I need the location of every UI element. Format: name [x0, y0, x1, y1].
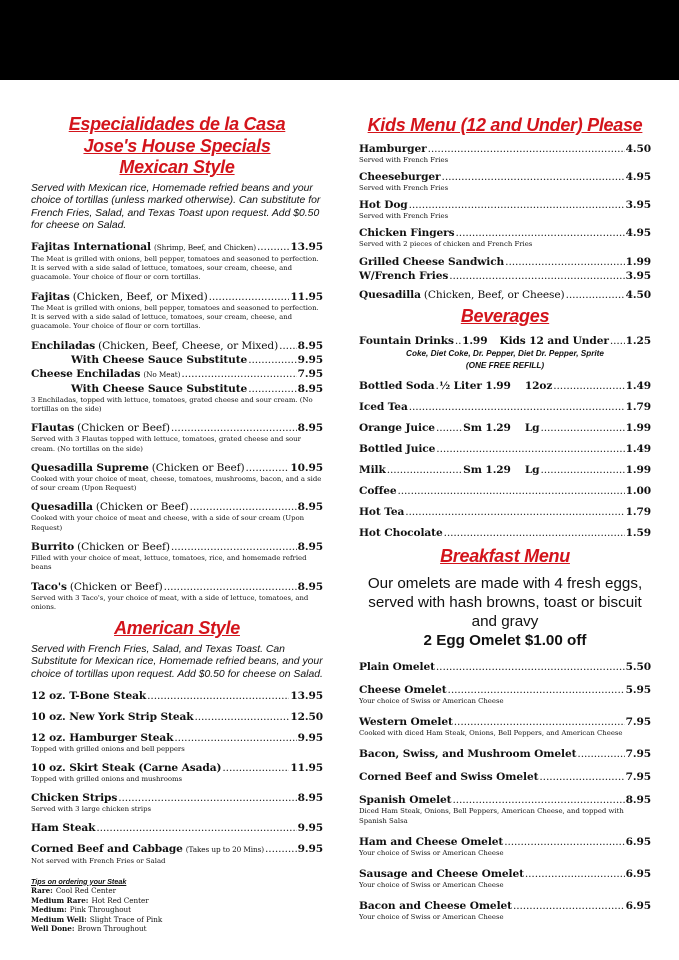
menu-item — [31, 580, 323, 613]
item-price: 9.95 — [297, 731, 323, 744]
menu-item-row — [359, 198, 651, 212]
item-price: 6.95 — [625, 835, 651, 848]
menu-item-row — [359, 835, 651, 849]
section-title-especialidades: Especialidades de la Casa — [68, 114, 286, 134]
item-name: Chicken Fingers — [359, 227, 455, 240]
menu-item-row — [31, 540, 323, 554]
item-price: 13.95 — [290, 240, 323, 253]
dot-leader — [444, 526, 625, 540]
item-name: Milk — [359, 464, 386, 477]
menu-item — [31, 461, 323, 494]
item-price: 9.95 — [297, 822, 323, 835]
menu-item-row — [359, 747, 651, 761]
menu-item-row — [359, 269, 651, 283]
item-price: 10.95 — [290, 461, 323, 474]
item-description: Served with 2 pieces of chicken and French Fries — [359, 240, 533, 249]
item-price: 4.50 — [625, 288, 651, 301]
item-note: (Chicken or Beef) — [69, 580, 163, 593]
item-description: Cooked with diced Ham Steak, Onions, Bell Peppers, and American Cheese — [359, 728, 623, 737]
dot-leader — [448, 683, 625, 697]
steak-tip — [31, 915, 323, 925]
item-name: Bacon, Swiss, and Mushroom Omelet — [359, 748, 577, 761]
beverage-size-b — [525, 379, 651, 393]
tip-label: Medium: — [31, 905, 67, 915]
item-price: 1.99 — [625, 464, 651, 477]
dot-leader — [553, 379, 624, 393]
item-price: 13.95 — [290, 689, 323, 702]
dot-leader — [279, 339, 296, 353]
item-price: 1.99 — [625, 255, 651, 268]
dot-leader — [387, 463, 462, 477]
menu-item — [359, 867, 651, 890]
item-name: 12 oz. T-Bone Steak — [31, 689, 147, 702]
dot-leader — [449, 269, 624, 283]
item-price: 8.95 — [297, 339, 323, 352]
section-title-mexican-style: Mexican Style — [119, 157, 235, 177]
menu-item-row — [359, 226, 651, 240]
item-name: Hot Chocolate — [359, 527, 443, 540]
beverage-size-a — [359, 421, 511, 435]
dot-leader — [566, 288, 625, 302]
dot-leader — [171, 421, 297, 435]
item-name: Cheese Enchiladas — [31, 367, 141, 380]
item-price: 9.95 — [297, 353, 323, 366]
steak-tips-heading: Tips on ordering your Steak — [31, 876, 127, 886]
menu-item-row — [359, 142, 651, 156]
item-name: Bottled Soda — [359, 380, 435, 393]
steak-tip — [31, 896, 323, 906]
menu-item-row — [359, 255, 651, 269]
tip-label: Rare: — [31, 886, 53, 896]
item-name: Sausage and Cheese Omelet — [359, 868, 524, 881]
menu-item-beverage — [359, 526, 651, 540]
omelet-description: Our omelets are made with 4 fresh eggs, served with hash browns, toast or biscuit and gravy — [367, 574, 643, 630]
dot-leader — [436, 442, 624, 456]
menu-item — [31, 791, 323, 814]
item-name: W/French Fries — [359, 269, 449, 282]
menu-item-row — [31, 710, 323, 724]
tip-text: Pink Throughout — [69, 905, 132, 915]
item-description: Filled with your choice of meat, lettuce, tomatoes, rice, and homemade refried beans — [31, 554, 307, 572]
item-price: ½ Liter 1.99 — [439, 380, 511, 393]
item-description: Diced Ham Steak, Onions, Bell Peppers, American Cheese, and topped with Spanish Salsa — [359, 807, 624, 825]
steak-tip — [31, 886, 323, 896]
item-price: 8.95 — [297, 580, 323, 593]
menu-item — [359, 269, 651, 283]
item-name: Enchiladas — [31, 339, 96, 352]
item-price: 3.95 — [625, 269, 651, 282]
dot-leader — [513, 899, 625, 913]
item-description: Served with 3 Taco's, your choice of meat, with a side of lettuce, tomatoes, and onions. — [31, 593, 309, 611]
item-name: Spanish Omelet — [359, 794, 452, 807]
item-price: 1.99 — [462, 335, 488, 348]
item-price: 1.79 — [625, 401, 651, 414]
dot-leader — [118, 791, 296, 805]
item-price: 12.50 — [290, 710, 323, 723]
item-price: 1.00 — [625, 485, 651, 498]
menu-item-beverage — [359, 442, 651, 456]
item-price: 8.95 — [297, 422, 323, 435]
menu-item — [31, 710, 323, 724]
menu-item — [359, 170, 651, 193]
menu-item-beverage — [359, 505, 651, 519]
menu-item-row — [359, 715, 651, 729]
menu-item-row — [359, 683, 651, 697]
menu-item-row — [359, 867, 651, 881]
dot-leader — [539, 770, 624, 784]
item-description: 3 Enchiladas, topped with lettuce, tomatoes, grated cheese and sour cream. (No tortillas on the side) — [31, 395, 313, 413]
menu-item-row — [359, 793, 651, 807]
steak-tips-list — [31, 886, 323, 934]
dot-leader — [452, 793, 624, 807]
dot-leader — [442, 170, 625, 184]
item-description: Cooked with your choice of meat and cheese, with a side of sour cream (Upon Request) — [31, 514, 305, 532]
item-description: Topped with grilled onions and bell peppers — [31, 744, 185, 753]
item-name: Kids 12 and Under — [499, 335, 609, 348]
item-name: 10 oz. New York Strip Steak — [31, 710, 194, 723]
menu-item — [359, 793, 651, 826]
dot-leader — [405, 505, 624, 519]
item-price: 4.95 — [625, 227, 651, 240]
item-name: Fountain Drinks — [359, 335, 454, 348]
item-price: 8.95 — [297, 792, 323, 805]
item-price: 4.50 — [625, 142, 651, 155]
menu-item-row — [31, 353, 323, 367]
menu-item — [31, 240, 323, 283]
mexican-menu-list — [31, 240, 323, 612]
item-name: Ham and Cheese Omelet — [359, 835, 504, 848]
item-note: (Chicken or Beef) — [77, 422, 170, 435]
item-name: Hot Dog — [359, 199, 408, 212]
item-name: With Cheese Sauce Substitute — [71, 382, 248, 395]
section-title-kids-menu: Kids Menu (12 and Under) Please — [367, 115, 643, 135]
item-price: 1.79 — [625, 506, 651, 519]
item-price: 4.95 — [625, 170, 651, 183]
dot-leader — [577, 747, 624, 761]
menu-item-row — [31, 842, 323, 857]
item-description: Your choice of Swiss or American Cheese — [359, 913, 504, 922]
two-egg-deal: 2 Egg Omelet $1.00 off — [423, 631, 587, 649]
item-description: The Meat is grilled with onions, bell pepper, tomatoes and seasoned to perfection. It is served with a side salad of lettuce, tomatoes, sour cream, cheese, and guacamole. Your choice of flour or corn tortillas. — [31, 254, 319, 282]
menu-item — [31, 339, 323, 353]
tip-text: Cool Red Center — [55, 886, 117, 896]
dot-leader — [181, 367, 296, 381]
item-price: 7.95 — [625, 771, 651, 784]
item-name: Chicken Strips — [31, 792, 118, 805]
item-price: 11.95 — [290, 761, 323, 774]
menu-item-row — [31, 290, 323, 304]
menu-item — [359, 198, 651, 221]
menu-item-beverage — [359, 421, 651, 435]
menu-item — [31, 842, 323, 866]
item-price: 5.50 — [625, 660, 651, 673]
menu-item-row — [31, 689, 323, 703]
item-name: Corned Beef and Swiss Omelet — [359, 771, 539, 784]
tip-text: Slight Trace of Pink — [89, 914, 163, 924]
dot-leader — [246, 461, 290, 475]
item-note: (Takes up to 20 Mins) — [185, 845, 265, 855]
right-column — [359, 115, 651, 923]
item-description: Served with French Fries — [359, 212, 449, 221]
section-title-breakfast: Breakfast Menu — [440, 546, 570, 567]
menu-item-row — [31, 240, 323, 255]
menu-item — [359, 142, 651, 165]
item-price: 7.95 — [625, 715, 651, 728]
item-note: (No Meat) — [143, 369, 181, 379]
item-price: 3.95 — [625, 199, 651, 212]
dot-leader — [505, 255, 624, 269]
item-name: Orange Juice — [359, 422, 435, 435]
item-price: 1.49 — [625, 443, 651, 456]
tip-text: Brown Throughout — [77, 924, 147, 934]
item-description: Cooked with your choice of meat, cheese, tomatoes, mushrooms, bacon, and a side of sour cream (Upon Request) — [31, 474, 322, 493]
item-name: Cheese Omelet — [359, 683, 447, 696]
item-name: Grilled Cheese Sandwich — [359, 255, 505, 268]
item-name: 10 oz. Skirt Steak (Carne Asada) — [31, 761, 222, 774]
item-name: Iced Tea — [359, 401, 408, 414]
item-price: 7.95 — [625, 748, 651, 761]
item-name: Bottled Juice — [359, 443, 436, 456]
steak-tips — [31, 877, 323, 934]
item-price: 8.95 — [625, 794, 651, 807]
menu-item — [31, 540, 323, 573]
american-menu-list — [31, 689, 323, 867]
item-name: Burrito — [31, 541, 75, 554]
menu-item-row — [31, 821, 323, 835]
item-description: Your choice of Swiss or American Cheese — [359, 696, 504, 705]
item-price: 8.95 — [297, 382, 323, 395]
item-description: The Meat is grilled with onions, bell pepper, tomatoes and seasoned to perfection. It is served with a side salad of lettuce, tomatoes, sour cream, cheese, and guacamole. Your choice of flour or corn tortillas. — [31, 303, 319, 331]
dot-leader — [428, 142, 625, 156]
menu-item-row — [31, 461, 323, 475]
menu-item — [31, 821, 323, 835]
menu-item-row — [359, 170, 651, 184]
item-price: 7.95 — [297, 367, 323, 380]
item-price: 1.49 — [625, 380, 651, 393]
menu-item — [359, 683, 651, 706]
item-name: Fajitas — [31, 290, 70, 303]
item-note: (Chicken or Beef) — [151, 461, 245, 474]
menu-item — [359, 226, 651, 249]
menu-item — [31, 689, 323, 703]
dot-leader — [436, 421, 462, 435]
item-name: Taco's — [31, 580, 67, 593]
dot-leader — [455, 334, 461, 348]
dot-leader — [257, 240, 289, 254]
dot-leader — [409, 400, 625, 414]
dot-leader — [164, 580, 297, 594]
item-name: Quesadilla — [359, 288, 421, 301]
item-price: Sm 1.29 — [463, 422, 511, 435]
dot-leader — [222, 761, 289, 775]
menu-item-fountain-drinks — [359, 334, 651, 348]
menu-item-row — [359, 288, 651, 302]
menu-item — [31, 367, 323, 382]
menu-item — [31, 500, 323, 533]
menu-item — [359, 835, 651, 858]
item-price: Sm 1.29 — [463, 464, 511, 477]
item-description: Your choice of Swiss or American Cheese — [359, 881, 504, 890]
fountain-flavors: Coke, Diet Coke, Dr. Pepper, Diet Dr. Pepper, Sprite — [406, 349, 604, 359]
item-note: (Chicken or Beef) — [77, 541, 170, 554]
dot-leader — [171, 540, 297, 554]
item-note: (Chicken or Beef) — [95, 501, 189, 514]
dot-leader — [209, 290, 290, 304]
tip-text: Hot Red Center — [91, 895, 149, 905]
left-column — [31, 114, 323, 934]
item-name: Fajitas International — [31, 240, 151, 253]
dot-leader — [525, 867, 625, 881]
menu-item-row — [31, 382, 323, 396]
menu-item — [31, 761, 323, 784]
menu-item-row — [31, 580, 323, 594]
item-description: Served with 3 large chicken strips — [31, 805, 152, 814]
menu-item — [359, 660, 651, 674]
item-name: 12 oz. Hamburger Steak — [31, 731, 174, 744]
dot-leader — [194, 710, 289, 724]
dot-leader — [174, 731, 296, 745]
menu-item-row — [31, 367, 323, 382]
section-title-house-specials: Jose's House Specials — [83, 135, 271, 156]
dot-leader — [456, 226, 625, 240]
beverage-size-b — [525, 421, 651, 435]
steak-tip — [31, 924, 323, 934]
tip-label: Medium Rare: — [31, 895, 89, 905]
item-name: Ham Steak — [31, 822, 96, 835]
item-price: 1.25 — [625, 335, 651, 348]
dot-leader — [248, 353, 296, 367]
item-price: 6.95 — [625, 900, 651, 913]
tip-label: Medium Well: — [31, 914, 87, 924]
menu-item — [31, 421, 323, 454]
item-note: (Shrimp, Beef, and Chicken) — [154, 242, 257, 252]
menu-item-row — [31, 761, 323, 775]
tip-label: Well Done: — [31, 924, 75, 934]
steak-tip — [31, 905, 323, 915]
menu-item-row — [31, 421, 323, 435]
free-refill-note: (ONE FREE REFILL) — [465, 361, 545, 371]
beverages-list — [359, 379, 651, 540]
top-black-bar — [0, 0, 679, 80]
menu-item — [359, 288, 651, 302]
item-description: Served with French Fries — [359, 155, 449, 164]
section-title-american-style: American Style — [114, 618, 240, 639]
menu-item — [359, 715, 651, 738]
kids-menu-list — [359, 142, 651, 302]
menu-item-row — [359, 899, 651, 913]
menu-item-row — [359, 770, 651, 784]
dot-leader — [610, 334, 625, 348]
item-note: (Chicken, Beef, or Cheese) — [423, 288, 565, 301]
item-name: Flautas — [31, 422, 75, 435]
dot-leader — [248, 382, 296, 396]
menu-item — [359, 747, 651, 761]
item-name: Quesadilla — [31, 501, 93, 514]
dot-leader — [409, 198, 625, 212]
omelet-menu-list — [359, 660, 651, 923]
menu-item — [31, 731, 323, 754]
menu-item — [31, 353, 323, 367]
item-name: 12oz — [524, 380, 553, 393]
dot-leader — [540, 463, 624, 477]
item-name: Coffee — [359, 485, 397, 498]
item-description: Not served with French Fries or Salad — [31, 857, 166, 866]
menu-item-row — [31, 339, 323, 353]
dot-leader — [435, 379, 438, 393]
menu-item-row — [31, 500, 323, 514]
item-price: 1.59 — [625, 527, 651, 540]
menu-item-row — [31, 731, 323, 745]
menu-item-row — [359, 660, 651, 674]
menu-item-beverage — [359, 484, 651, 498]
item-price: 8.95 — [297, 541, 323, 554]
beverage-size-a — [359, 463, 511, 477]
dot-leader — [265, 842, 297, 856]
breakfast-intro — [359, 574, 651, 650]
dot-leader — [436, 660, 625, 674]
section-title-beverages: Beverages — [460, 305, 550, 326]
menu-item — [31, 290, 323, 332]
item-description: Served with 3 Flautas topped with lettuce, tomatoes, grated cheese and sour cream. (No tortillas on the side) — [31, 435, 301, 453]
beverage-size-a — [359, 379, 511, 393]
item-name: Cheeseburger — [359, 170, 441, 183]
item-name: Quesadilla Supreme — [31, 461, 149, 474]
american-intro: Served with French Fries, Salad, and Texas Toast. Can Substitute for Mexican rice, Homemade refried beans, and your choice of tortillas upon request. Add $0.50 for cheese on Salad. — [31, 643, 323, 680]
item-price: 11.95 — [290, 290, 323, 303]
dot-leader — [398, 484, 625, 498]
mexican-intro: Served with Mexican rice, Homemade refried beans and your choice of tortillas (unless marked otherwise). Can substitute for French Fries, Salad, and Texas Toast upon request. Add $0.50 for cheese on Salad. — [31, 182, 321, 232]
item-description: Your choice of Swiss or American Cheese — [359, 848, 504, 857]
item-name: Western Omelet — [359, 715, 453, 728]
item-price: 9.95 — [297, 843, 323, 856]
menu-item — [359, 770, 651, 784]
item-name: Lg — [524, 464, 540, 477]
item-price: 1.99 — [625, 422, 651, 435]
item-description: Served with French Fries — [359, 183, 449, 192]
item-name: Lg — [524, 422, 540, 435]
menu-item — [359, 255, 651, 269]
menu-item — [359, 899, 651, 922]
dot-leader — [96, 821, 296, 835]
item-name: Hot Tea — [359, 506, 405, 519]
menu-item-beverage — [359, 379, 651, 393]
beverage-size-b — [525, 463, 651, 477]
item-note: (Chicken, Beef, or Mixed) — [72, 290, 208, 303]
menu-item-beverage — [359, 463, 651, 477]
item-name: With Cheese Sauce Substitute — [71, 353, 248, 366]
item-price: 8.95 — [297, 501, 323, 514]
item-name: Corned Beef and Cabbage — [31, 843, 183, 856]
menu-item-beverage — [359, 400, 651, 414]
menu-item-row — [31, 791, 323, 805]
menu-item — [31, 382, 323, 415]
dot-leader — [147, 689, 289, 703]
item-price: 6.95 — [625, 868, 651, 881]
dot-leader — [504, 835, 624, 849]
item-name: Plain Omelet — [359, 660, 435, 673]
dot-leader — [454, 715, 625, 729]
item-price: 5.95 — [625, 683, 651, 696]
item-name: Hamburger — [359, 142, 427, 155]
item-name: Bacon and Cheese Omelet — [359, 900, 512, 913]
dot-leader — [190, 500, 297, 514]
item-description: Topped with grilled onions and mushrooms — [31, 774, 183, 783]
item-note: (Chicken, Beef, Cheese, or Mixed) — [98, 339, 279, 352]
dot-leader — [540, 421, 624, 435]
